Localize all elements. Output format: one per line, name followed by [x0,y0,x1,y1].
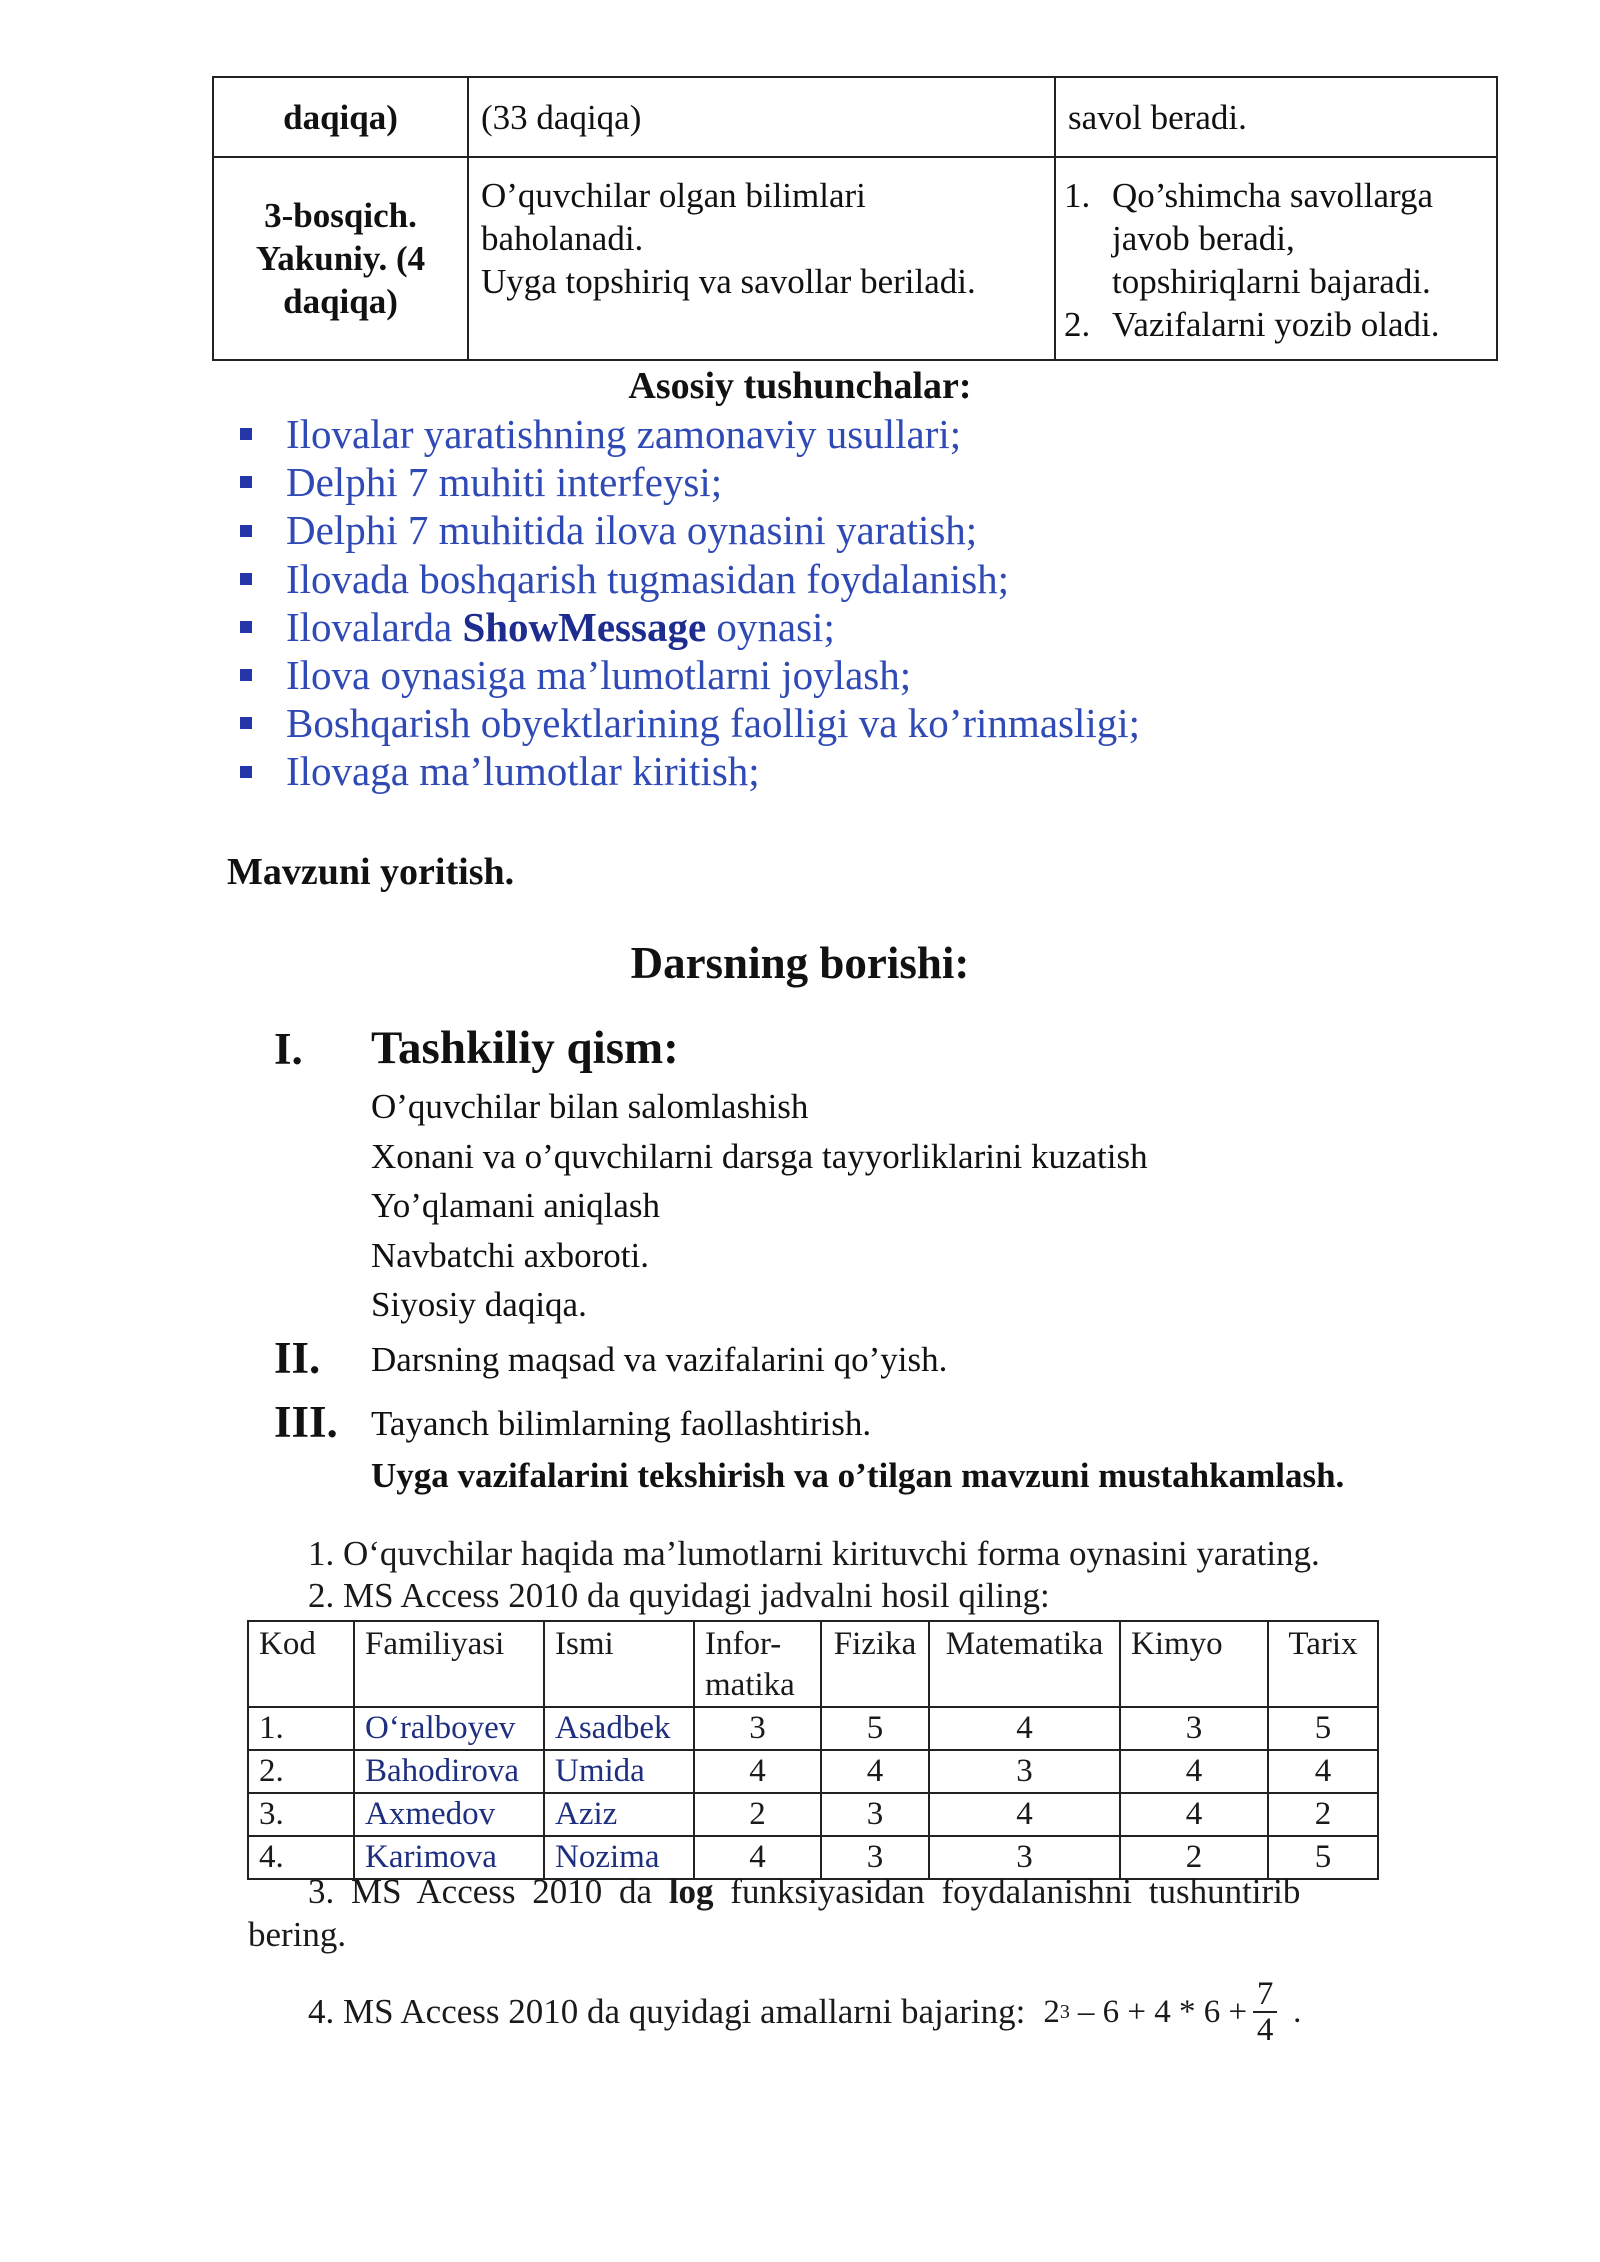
item-line: topshiriqlarni bajaradi. [1112,262,1431,301]
concepts-list [240,410,1140,796]
stage-line: daqiqa) [283,282,398,321]
table-cell: 4 [929,1793,1120,1836]
table-cell: Umida [544,1750,694,1793]
column-header: Matematika [929,1621,1120,1707]
table-cell: 2. [248,1750,354,1793]
list-item [240,458,1140,506]
plan-row [213,157,1497,360]
teacher-line: baholanadi. [481,219,644,258]
table-cell: 4 [1120,1750,1268,1793]
stage-line: Yakuniy. (4 [255,239,426,278]
teacher-cell: (33 daqiqa) [468,77,1055,157]
item-text: Ilovada boshqarish tugmasidan foydalanish; [286,555,1010,602]
stage-cell [213,157,468,360]
item-line: javob beradi, [1112,219,1295,258]
list-item: Yo’qlamani aniqlash [371,1186,661,1225]
table-cell: 5 [1268,1836,1378,1879]
formula-end: . [1293,1993,1302,2030]
list-item [1064,174,1484,303]
math-formula [1043,1977,1301,2047]
item-text: Ilovalar yaratishning zamonaviy usullari; [286,411,962,457]
list-item [240,603,1140,651]
section-subheading: Uyga vazifalarini tekshirish va o’tilgan mavzuni mustahkamlash. [371,1456,1345,1495]
concepts-heading: Asosiy tushunchalar: [628,365,972,407]
text-part: oynasi; [706,603,835,650]
section-number: III. [274,1397,338,1447]
list-item [240,651,1140,699]
stage-cell: daqiqa) [213,77,468,157]
table-cell: 3. [248,1793,354,1836]
plan-row [213,77,1497,157]
table-cell: 3 [929,1750,1120,1793]
table-cell: 4. [248,1836,354,1879]
item-text: Delphi 7 muhiti interfeysi; [286,459,723,506]
item-text: Ilova oynasiga ma’lumotlarni joylash; [286,652,912,699]
column-header: Kod [248,1621,354,1707]
task-item: 1. O‘quvchilar haqida ma’lumotlarni kirituvchi forma oynasini yarating. [308,1534,1320,1573]
table-cell: 3 [821,1836,929,1879]
section-text: Darsning maqsad va vazifalarini qo’yish. [371,1340,948,1379]
column-header: Kimyo [1120,1621,1268,1707]
table-cell: 4 [1120,1793,1268,1836]
table-cell: Bahodirova [354,1750,544,1793]
item-text [286,603,835,651]
section-items [371,1082,1148,1330]
task-text: 4. MS Access 2010 da quyidagi amallarni bajaring: [308,1992,1026,2031]
topic-heading: Mavzuni yoritish. [227,851,515,893]
student-cell: savol beradi. [1055,77,1497,157]
log-keyword: log [668,1872,714,1911]
column-header: Ismi [544,1621,694,1707]
table-cell: 5 [821,1707,929,1750]
student-activity-list [1064,174,1484,346]
bullet-square-icon [240,525,252,537]
table-cell: 2 [694,1793,821,1836]
table-cell: Karimova [354,1836,544,1879]
text-part: funksiyasidan foydalanishni tushuntirib [713,1872,1301,1911]
table-cell: 4 [821,1750,929,1793]
table-cell: 1. [248,1707,354,1750]
table-cell: 2 [1120,1836,1268,1879]
section-title: Tashkiliy qism: [371,1022,679,1074]
section-number: II. [274,1333,321,1383]
teacher-line: O’quvchilar olgan bilimlari [481,176,866,215]
list-item: Siyosiy daqiqa. [371,1285,587,1324]
list-item: O’quvchilar bilan salomlashish [371,1087,809,1126]
header-line: matika [705,1667,795,1703]
table-cell: 3 [1120,1707,1268,1750]
task-item: 2. MS Access 2010 da quyidagi jadvalni hosil qiling: [308,1576,1050,1615]
formula-base: 2 [1043,1993,1060,2030]
item-number: 2. [1064,305,1091,344]
column-header: Fizika [821,1621,929,1707]
section-text: Tayanch bilimlarning faollashtirish. [371,1404,872,1443]
text-part: 3. MS Access 2010 da [308,1872,669,1911]
table-cell: 3 [929,1836,1120,1879]
bullet-square-icon [240,476,252,488]
course-heading: Darsning borishi: [630,938,970,988]
formula-exponent: 3 [1059,2000,1070,2023]
task-item [308,1872,1398,1912]
item-text: Vazifalarni yozib oladi. [1112,305,1440,344]
bullet-square-icon [240,717,252,729]
showmessage-keyword: ShowMessage [462,603,707,650]
formula-fraction [1253,1977,1277,2047]
student-cell [1055,157,1497,360]
formula-middle: – 6 + 4 * 6 + [1077,1993,1248,2030]
list-item [1064,303,1484,346]
lesson-plan-table [212,76,1498,361]
table-row [248,1793,1378,1836]
column-header: Familiyasi [354,1621,544,1707]
table-cell: Axmedov [354,1793,544,1836]
list-item: Navbatchi axboroti. [371,1235,649,1275]
table-cell: 3 [821,1793,929,1836]
item-text: Ilovaga ma’lumotlar kiritish; [286,748,760,795]
table-cell: Nozima [544,1836,694,1879]
table-cell: 4 [929,1707,1120,1750]
item-text: Delphi 7 muhitida ilova oynasini yaratish; [286,507,978,554]
grades-table [247,1620,1379,1880]
list-item [240,410,1140,458]
list-item [240,506,1140,554]
table-row [248,1707,1378,1750]
list-item: Xonani va o’quvchilarni darsga tayyorliklarini kuzatish [371,1136,1148,1176]
bullet-square-icon [240,766,252,778]
list-item [240,555,1140,603]
teacher-cell [468,157,1055,360]
bullet-square-icon [240,621,252,633]
list-item [240,747,1140,795]
table-cell: Aziz [544,1793,694,1836]
table-cell: 4 [1268,1750,1378,1793]
item-number: 1. [1064,176,1091,215]
task-item [308,1977,1301,2047]
bullet-square-icon [240,573,252,585]
table-header-row [248,1621,1378,1707]
table-cell: Asadbek [544,1707,694,1750]
section-number: I. [274,1024,303,1074]
table-cell: O‘ralboyev [354,1707,544,1750]
item-text [1112,174,1433,303]
teacher-line: Uyga topshiriq va savollar beriladi. [481,262,976,301]
column-header: Tarix [1268,1621,1378,1707]
column-header [694,1621,821,1707]
table-cell: 4 [694,1836,821,1879]
item-text: Boshqarish obyektlarining faolligi va ko’rinmasligi; [286,700,1141,747]
item-line: Qo’shimcha savollarga [1112,176,1434,215]
table-cell: 4 [694,1750,821,1793]
task-item-continuation: bering. [248,1915,347,1954]
fraction-denominator: 4 [1256,2012,1274,2048]
stage-line: 3-bosqich. [264,196,417,235]
bullet-square-icon [240,669,252,681]
fraction-numerator: 7 [1256,1976,1274,2012]
table-cell: 3 [694,1707,821,1750]
text-part: Ilovalarda [286,603,463,650]
bullet-square-icon [240,428,252,440]
table-cell: 5 [1268,1707,1378,1750]
table-cell: 2 [1268,1793,1378,1836]
header-line: Infor- [705,1626,782,1662]
table-row [248,1750,1378,1793]
list-item [240,699,1140,747]
